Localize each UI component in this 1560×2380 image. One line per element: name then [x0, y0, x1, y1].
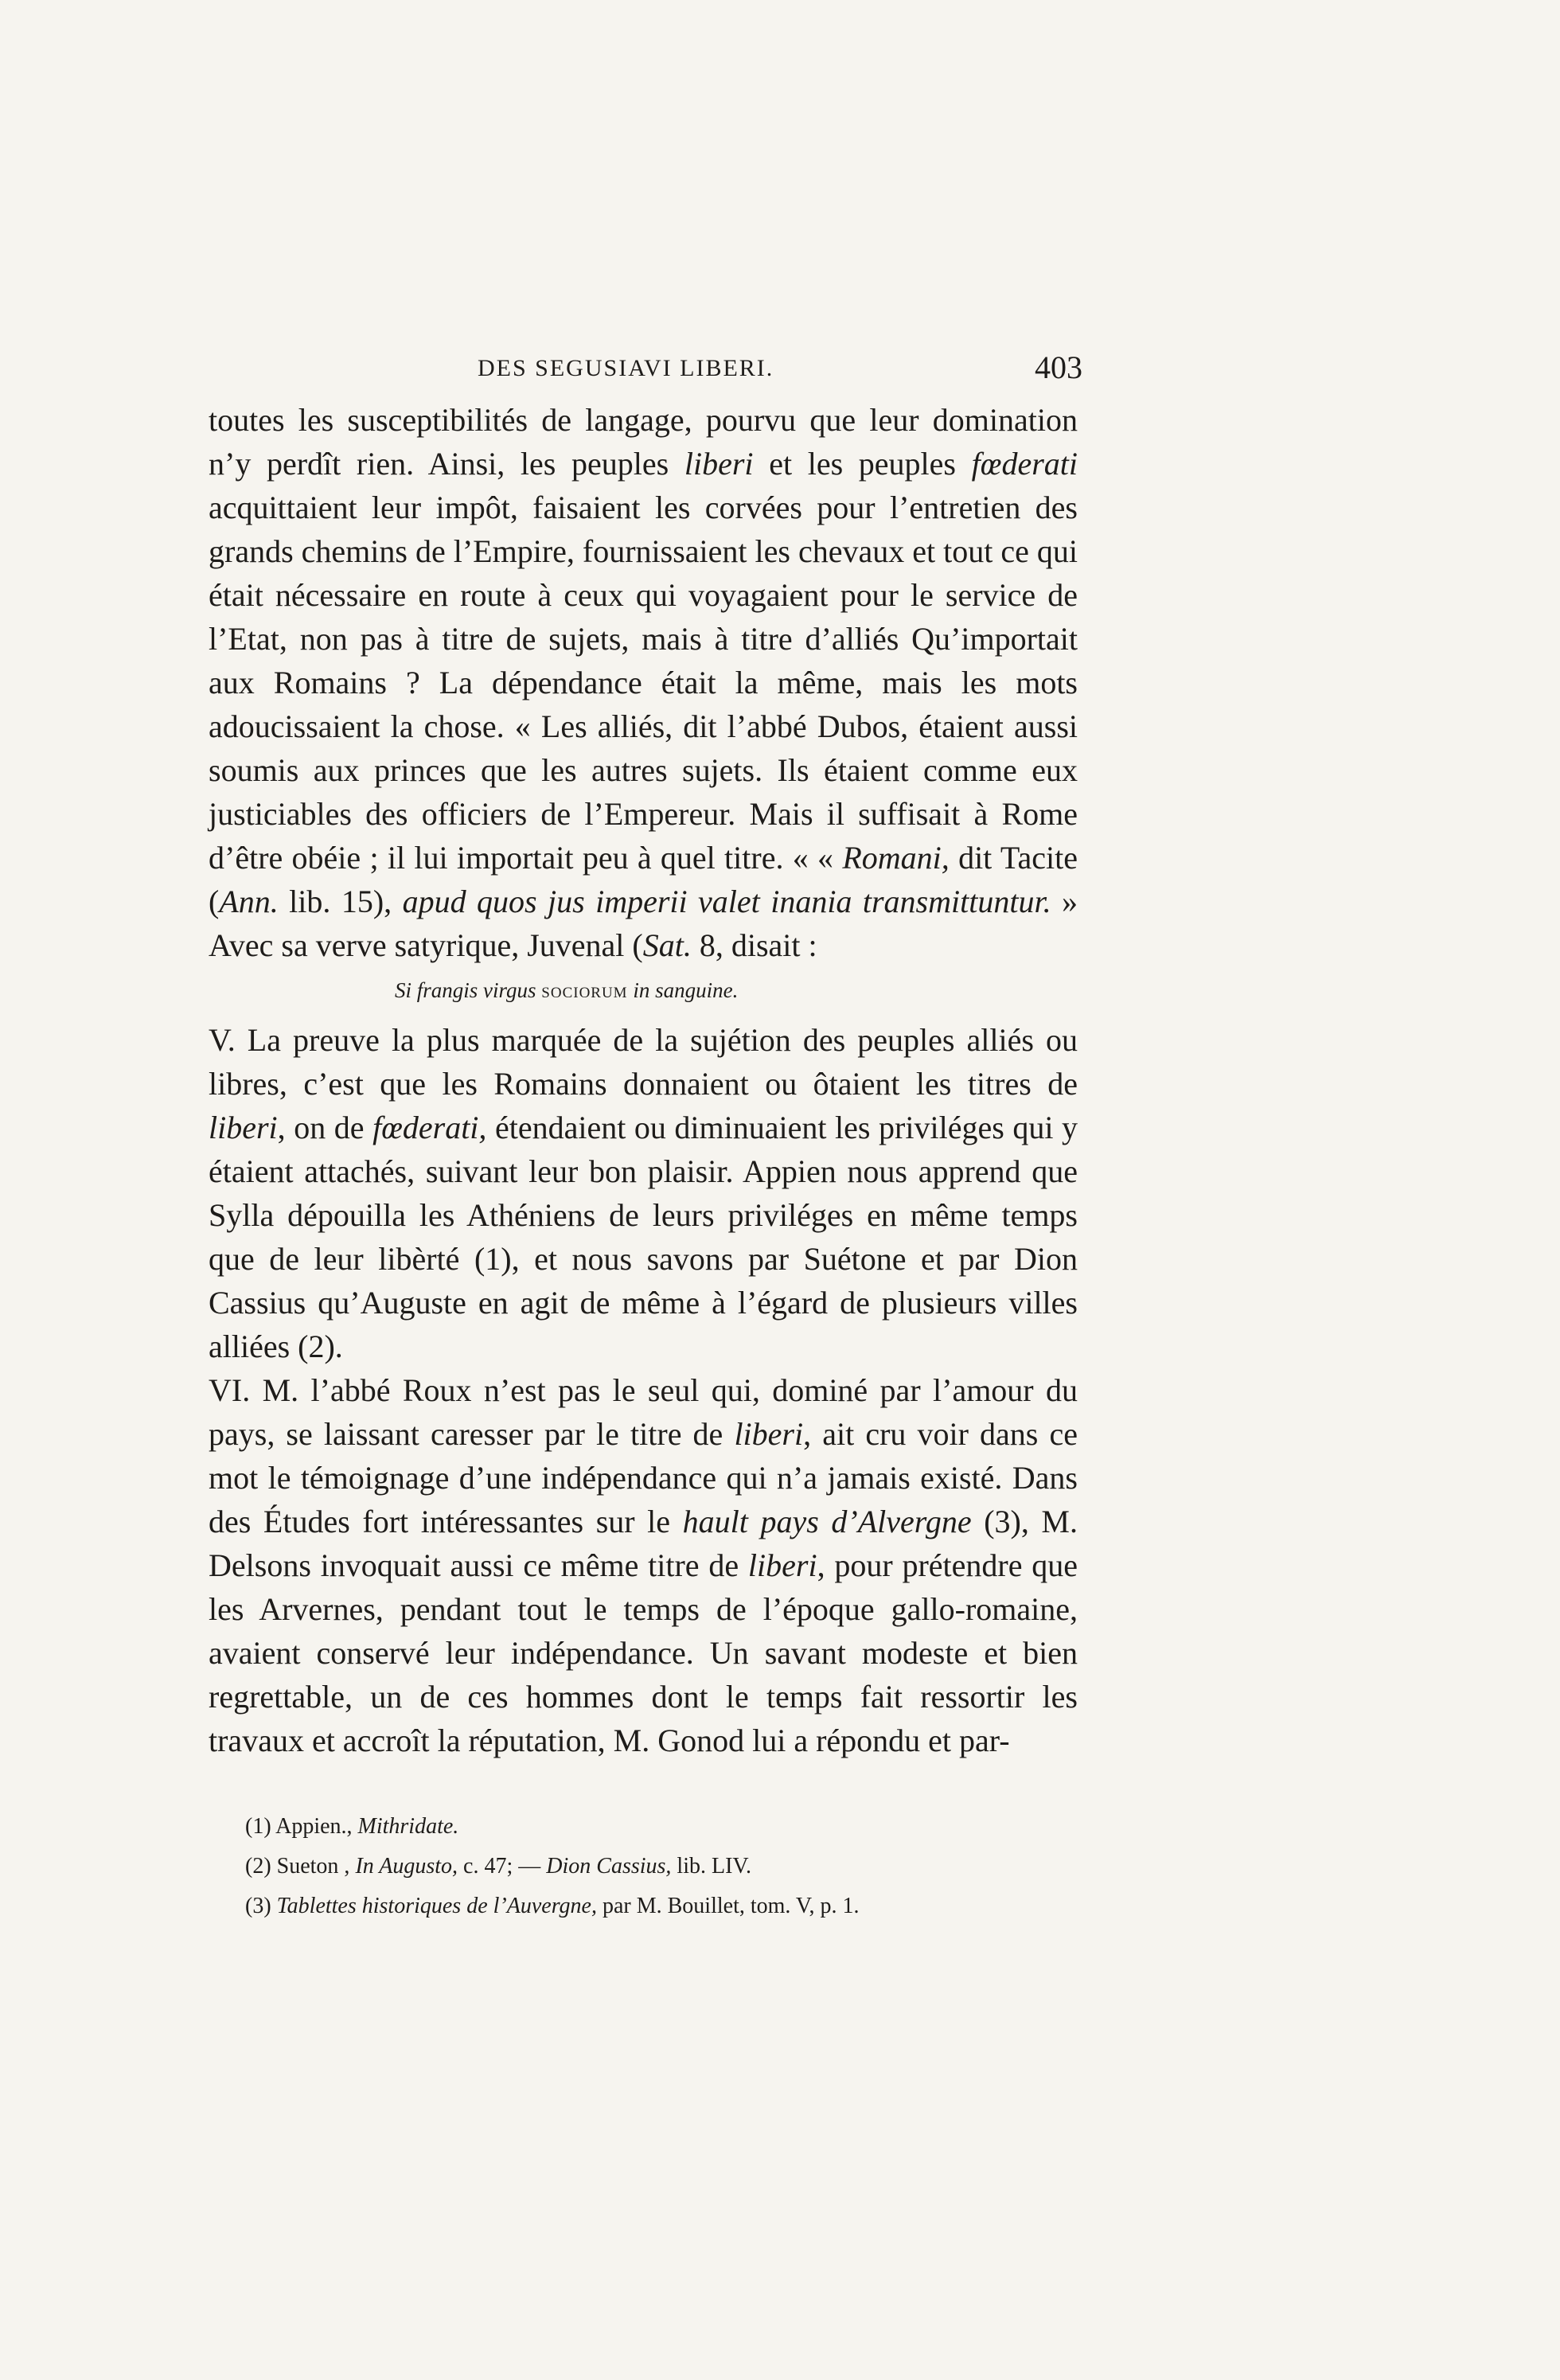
text-run: acquittaient leur impôt, faisaient les corvées pour l’entretien des grands chemins de l’Empire, fournissaient les chevaux et tout ce qui était nécessaire en route à ceux qui voyagaient pour le service de l’Etat, non pas à titre de sujets, mais à titre d’alliés Qu’importait aux Romains ? La dépendance était la même, mais les mots adoucissaient la chose. « Les alliés, dit l’abbé Dubos, étaient aussi soumis aux princes que les autres sujets. Ils étaient comme eux justiciables des officiers de l’Empereur. Mais il suffisait à Rome d’être obéie ; il lui importait peu à quel titre. « «: [209, 490, 1078, 876]
italic-quote: Romani,: [842, 840, 950, 876]
footnote-italic: In Augusto,: [355, 1854, 458, 1879]
verse-quotation: [209, 967, 1078, 1013]
footnotes: [245, 1807, 1081, 1926]
italic-citation: Sat.: [642, 927, 692, 963]
text-run: , on de: [277, 1110, 373, 1145]
italic-term: liberi: [209, 1110, 278, 1145]
footnote-italic: Tablettes historiques de l’Auvergne,: [276, 1894, 597, 1918]
text-run: (3), M. Delsons invoquait aussi ce même titre de: [209, 1504, 1078, 1583]
footnote-text: par M. Bouillet, tom. V, p. 1.: [596, 1894, 860, 1918]
footnote-3: [245, 1886, 1081, 1926]
footnote-2: [245, 1847, 1081, 1886]
footnote-italic: Mithridate.: [357, 1814, 459, 1839]
italic-term: liberi: [734, 1416, 804, 1452]
italic-term: fœderati,: [372, 1110, 487, 1145]
verse-text: Si frangis virgus: [395, 978, 542, 1002]
paragraph-vi: [209, 1368, 1078, 1762]
text-run: , pour prétendre que les Arvernes, pendant tout le temps de l’époque gallo-romaine, avaient conservé leur indépendance. Un savant modeste et bien regrettable, un de ces hommes dont le temps fait ressortir les travaux et accroît la réputation, M. Gonod lui a répondu et par-: [209, 1547, 1078, 1758]
footnote-text: (3): [245, 1894, 277, 1918]
footnote-text: (1) Appien.,: [245, 1814, 358, 1839]
page-header: [207, 349, 1082, 388]
text-run: » Avec sa verve satyrique, Juvenal (: [209, 884, 1078, 963]
footnote-text: lib. LIV.: [671, 1854, 752, 1879]
text-run: V. La preuve la plus marquée de la sujétion des peuples alliés ou libres, c’est que les Romains donnaient ou ôtaient les titres de: [209, 1022, 1078, 1102]
footnote-text: (2) Sueton ,: [245, 1854, 356, 1879]
running-title: DES SEGUSIAVI LIBERI.: [478, 355, 774, 381]
italic-quote: apud quos jus imperii valet inania transmittuntur.: [402, 884, 1051, 919]
text-run: dit Tacite (: [209, 840, 1078, 919]
italic-term: liberi: [747, 1547, 817, 1583]
text-run: toutes les susceptibilités de langage, pourvu que leur domination n’y perdît rien. Ainsi, les peuples: [209, 402, 1078, 482]
text-run: et les peuples: [753, 446, 972, 482]
footnote-text: c. 47; —: [458, 1854, 547, 1879]
italic-citation: Ann.: [219, 884, 279, 919]
footnote-1: [245, 1807, 1081, 1847]
paragraph-continuation: [209, 398, 1078, 967]
text-run: lib. 15),: [278, 884, 403, 919]
verse-smallcaps: sociorum: [541, 978, 628, 1002]
verse-text: in sanguine.: [627, 978, 739, 1002]
page-number: 403: [1035, 349, 1082, 385]
paragraph-v: [209, 1018, 1078, 1368]
text-run: , ait cru voir dans ce mot le témoignage d’une indépendance qui n’a jamais existé. Dans des Études fort intéressantes sur le: [209, 1416, 1078, 1539]
main-text: [209, 398, 1078, 1762]
text-run: VI. M. l’abbé Roux n’est pas le seul qui, dominé par l’amour du pays, se laissant caresser par le titre de: [209, 1372, 1078, 1452]
text-run: étendaient ou diminuaient les priviléges qui y étaient attachés, suivant leur bon plaisir. Appien nous apprend que Sylla dépouilla les Athéniens de leurs priviléges en même temps que de leur libèrté (1), et nous savons par Suétone et par Dion Cassius qu’Auguste en agit de même à l’égard de plusieurs villes alliées (2).: [209, 1110, 1078, 1364]
italic-term: hault pays d’Alvergne: [682, 1504, 972, 1539]
italic-term: fœderati: [971, 446, 1078, 482]
italic-term: liberi: [684, 446, 754, 482]
footnote-italic: Dion Cassius,: [546, 1854, 672, 1879]
text-run: 8, disait :: [691, 927, 817, 963]
